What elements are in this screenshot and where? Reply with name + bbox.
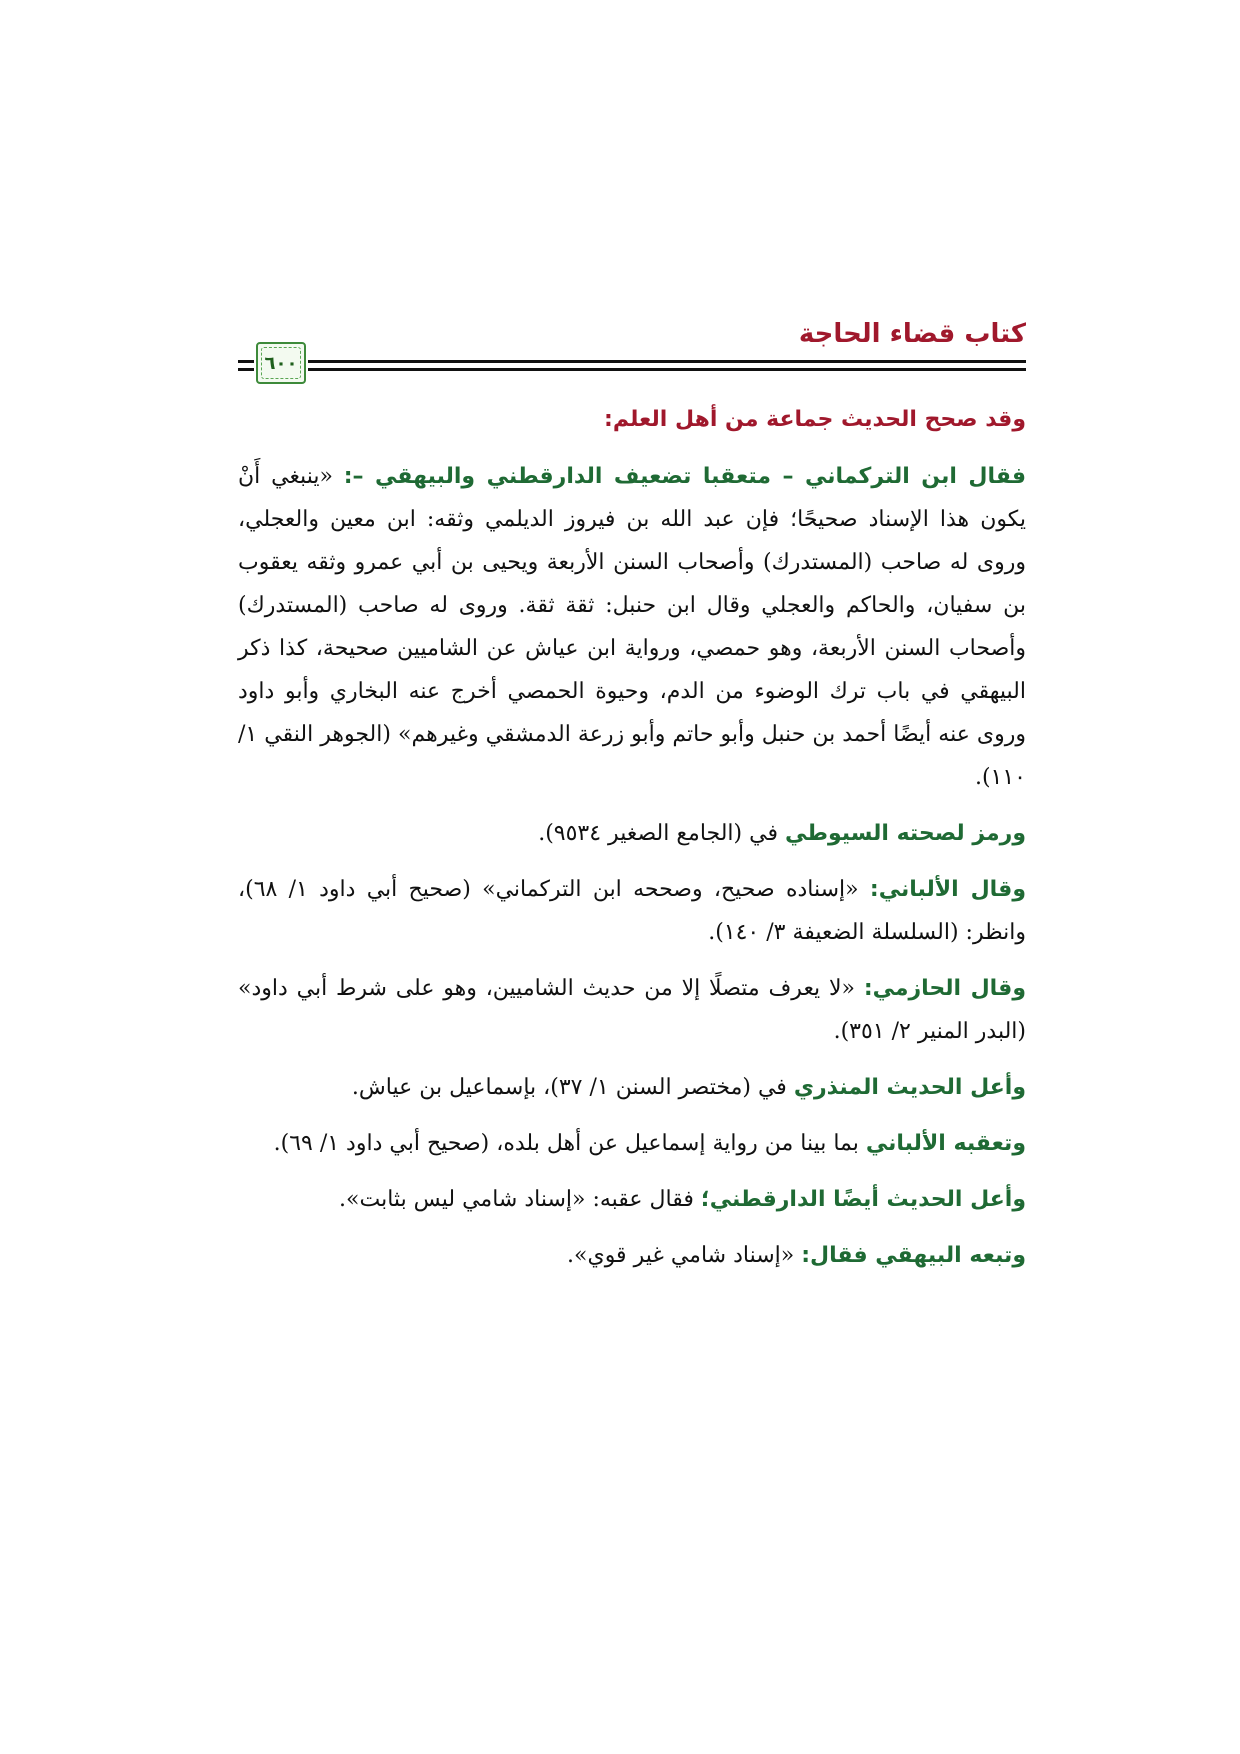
page-number-badge (256, 342, 306, 384)
paragraph-lead: وقال الحازمي: (863, 976, 1026, 1001)
header-rule-left-2 (238, 368, 254, 371)
paragraph-lead: وتعقبه الألباني (865, 1131, 1026, 1156)
paragraph-lead: ورمز لصحته السيوطي (784, 821, 1026, 846)
paragraph-albani (238, 868, 1026, 954)
header-rule-right (308, 360, 1026, 363)
header-rule-right-2 (308, 368, 1026, 371)
paragraph-mundhiri (238, 1066, 1026, 1109)
paragraph-lead: وقال الألباني: (869, 877, 1026, 902)
paragraph-text: في (مختصر السنن ١/ ٣٧)، بإسماعيل بن عياش. (351, 1075, 794, 1100)
paragraph-text: في (الجامع الصغير ٩٥٣٤). (538, 821, 785, 846)
paragraph-hazimi (238, 967, 1026, 1053)
paragraph-text: فقال عقبه: «إسناد شامي ليس بثابت». (339, 1187, 701, 1212)
paragraph-text: «ينبغي أَنْ يكون هذا الإسناد صحيحًا؛ فإن عبد الله بن فيروز الديلمي وثقه: ابن معين والعجلي، وروى له صاحب (المستدرك) وأصحاب السنن الأربعة ويحيى بن أبي عمرو وثقه يعقوب بن سفيان، والحاكم والعجلي وقال ابن حنبل: ثقة ثقة. وروى له صاحب (المستدرك) وأصحاب السنن الأربعة، وهو حمصي، ورواية ابن عياش عن الشاميين صحيحة، كذا ذكر البيهقي في باب ترك الوضوء من الدم، وحيوة الحمصي أخرج عنه البخاري وأبو داود وروى عنه أيضًا أحمد بن حنبل وأبو حاتم وأبو زرعة الدمشقي وغيرهم» (الجوهر النقي ١/ ١١٠). (238, 464, 1026, 790)
paragraph-lead: فقال ابن التركماني – متعقبا تضعيف الدارقطني والبيهقي –: (343, 464, 1026, 489)
paragraph-daraqutni (238, 1178, 1026, 1221)
paragraph-lead: وأعل الحديث المنذري (793, 1075, 1026, 1100)
page-body (238, 398, 1026, 1290)
paragraph-ibn-turkmani (238, 455, 1026, 799)
paragraph-bayhaqi (238, 1234, 1026, 1277)
paragraph-text: «لا يعرف متصلًا إلا من حديث الشاميين، وهو على شرط أبي داود» (البدر المنير ٢/ ٣٥١). (238, 976, 1026, 1044)
paragraph-text: «إسناد شامي غير قوي». (567, 1243, 802, 1268)
paragraph-text: «إسناده صحيح، وصححه ابن التركماني» (صحيح أبي داود ١/ ٦٨)، وانظر: (السلسلة الضعيفة ٣/ ١٤٠). (238, 877, 1026, 945)
paragraph-albani-rebuttal (238, 1122, 1026, 1165)
paragraph-text: بما بينا من رواية إسماعيل عن أهل بلده، (صحيح أبي داود ١/ ٦٩). (273, 1131, 866, 1156)
header-rule-left (238, 360, 254, 363)
page-header (238, 318, 1026, 390)
book-title: كتاب قضاء الحاجة (798, 319, 1026, 349)
paragraph-suyuti (238, 812, 1026, 855)
paragraph-lead: وأعل الحديث أيضًا الدارقطني؛ (700, 1187, 1026, 1212)
page-number: ٦٠٠ (264, 352, 298, 374)
paragraph-lead: وتبعه البيهقي فقال: (801, 1243, 1026, 1268)
section-heading: وقد صحح الحديث جماعة من أهل العلم: (604, 407, 1026, 432)
